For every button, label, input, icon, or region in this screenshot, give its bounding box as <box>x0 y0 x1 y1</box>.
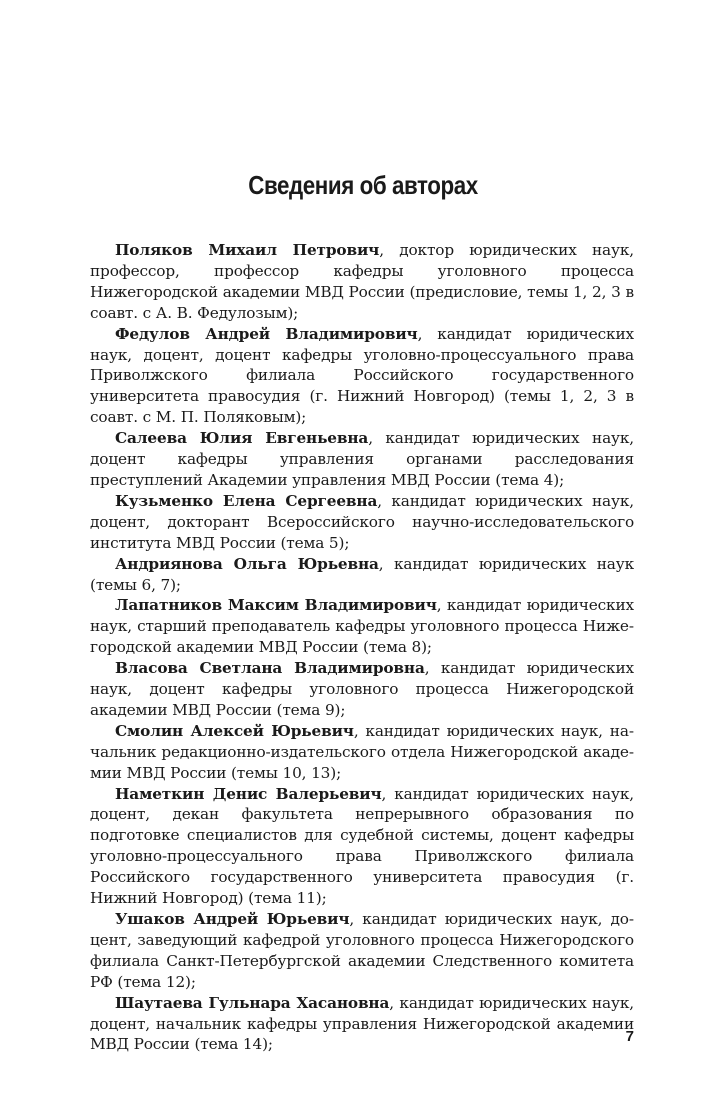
author-entry <box>90 909 634 993</box>
author-name: Ушаков Андрей Юрьевич <box>115 910 350 928</box>
author-description: , кандидат юридических наук, доцент, докторант Всероссийского научно-исследовательского института МВД России (тема 5); <box>90 491 634 552</box>
author-entry <box>90 554 634 596</box>
author-description: , доктор юридических наук, профессор, профессор кафедры уголовного процесса Нижегородской академии МВД России (предисловие, темы 1, 2, 3 в соавт. с А. В. Федулозым); <box>90 241 634 322</box>
author-name: Поляков Михаил Петрович <box>115 241 380 259</box>
page-number: 7 <box>625 1028 634 1045</box>
author-description: , кандидат юридических наук, начальник редакционно-издательского отдела Нижегородской академии МВД России (темы 10, 13); <box>90 721 634 782</box>
author-description: , кандидат юридических наук, старший преподаватель кафедры уголовного процесса Нижегородской академии МВД России (тема 8); <box>90 596 634 657</box>
author-name: Салеева Юлия Евгеньевна <box>115 429 369 448</box>
author-name: Шаутаева Гульнара Хасановна <box>115 993 390 1012</box>
author-description: , кандидат юридических наук, доцент кафедры управления органами расследования преступлений Академии управления МВД России (тема 4); <box>90 429 635 489</box>
author-name: Смолин Алексей Юрьевич <box>115 721 354 740</box>
author-name: Федулов Андрей Владимирович <box>115 324 418 343</box>
author-description: , кандидат юридических наук, доцент, декан факультета непрерывного образования по подготовке специалистов для судебной системы, доцент кафедры уголовно-процессуального права Приволжского филиала Российского государственного университета правосудия (г. Нижний Новгород) (тема 11); <box>90 784 635 908</box>
author-name: Власова Светлана Владимировна <box>115 659 425 678</box>
author-entry <box>90 491 634 554</box>
author-name: Наметкин Денис Валерьевич <box>115 784 382 803</box>
author-name: Лапатников Максим Владимирович <box>115 596 437 615</box>
author-description: , кандидат юридических наук, доцент, заведующий кафедрой уголовного процесса Нижегородского филиала Санкт-Петербургской академии Следственного комитета РФ (тема 12); <box>90 910 634 991</box>
author-entry <box>90 993 634 1056</box>
authors-list <box>90 240 634 1055</box>
author-entry <box>90 658 634 721</box>
author-entry <box>90 784 634 909</box>
page-title: Сведения об авторах <box>248 170 478 200</box>
author-entry <box>90 428 634 491</box>
author-description: , кандидат юридических наук (темы 6, 7); <box>90 554 634 594</box>
author-description: , кандидат юридических наук, доцент, начальник кафедры управления Нижегородской академии МВД России (тема 14); <box>90 993 635 1054</box>
author-entry <box>90 721 634 784</box>
author-description: , кандидат юридических наук, доцент, доцент кафедры уголовно-процессуального права Приволжского филиала Российского государственного университета правосудия (г. Нижний Новгород) (темы 1, 2, 3 в соавт. с М. П. Поляковым); <box>90 324 634 427</box>
author-description: , кандидат юридических наук, доцент кафедры уголовного процесса Нижегородской академии МВД России (тема 9); <box>90 659 634 719</box>
author-entry <box>90 324 634 429</box>
author-name: Кузьменко Елена Сергеевна <box>115 491 378 510</box>
author-name: Андриянова Ольга Юрьевна <box>115 554 379 573</box>
author-entry <box>90 240 634 324</box>
author-entry <box>90 595 634 658</box>
